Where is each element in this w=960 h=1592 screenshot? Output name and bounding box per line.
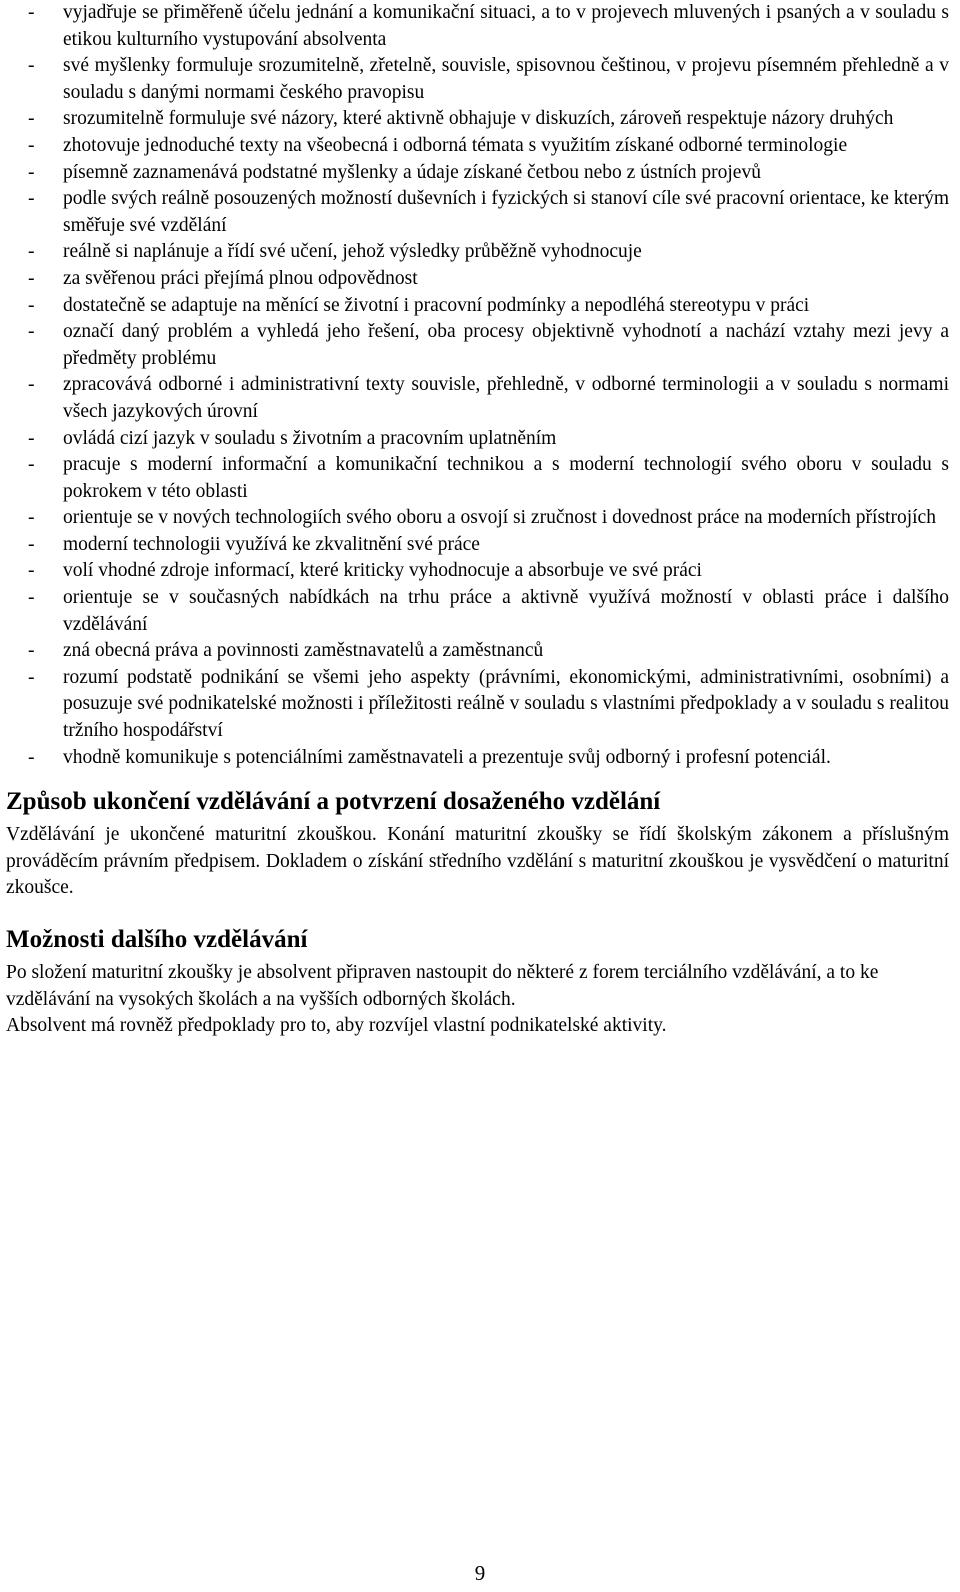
- list-item: [6, 53, 949, 106]
- bullet-dash: -: [28, 640, 35, 662]
- bullet-dash: -: [28, 161, 35, 183]
- bullet-dash: -: [28, 587, 35, 609]
- list-item: [6, 319, 949, 372]
- document-page: [6, 0, 949, 1040]
- list-item-text: za svěřenou práci přejímá plnou odpovědnost: [63, 267, 418, 289]
- list-item: [6, 186, 949, 239]
- list-item: [6, 426, 949, 453]
- list-item-text: označí daný problém a vyhledá jeho řešení, oba procesy objektivně vyhodnotí a nachází vztahy mezi jevy a předměty problému: [63, 321, 949, 369]
- section-heading-ukonceni: Způsob ukončení vzdělávání a potvrzení dosaženého vzdělání: [6, 788, 661, 816]
- list-item: [6, 133, 949, 160]
- bullet-dash: -: [28, 241, 35, 263]
- list-item-text: rozumí podstatě podnikání se všemi jeho aspekty (právními, ekonomickými, administrativními, osobními) a posuzuje své podnikatelské možnosti i příležitosti reálně v souladu s vlastními předpoklady a v souladu s realitou tržního hospodářství: [63, 666, 949, 742]
- list-item: [6, 745, 949, 772]
- list-item: [6, 0, 949, 53]
- list-item-text: zhotovuje jednoduché texty na všeobecná i odborná témata s využitím získané odborné terminologie: [63, 134, 848, 156]
- bullet-dash: -: [28, 560, 35, 582]
- list-item: [6, 532, 949, 559]
- list-item-text: dostatečně se adaptuje na měnící se životní i pracovní podmínky a nepodléhá stereotypu v práci: [63, 294, 810, 316]
- list-item: [6, 372, 949, 425]
- section-text-moznosti-line-1: Po složení maturitní zkoušky je absolvent připraven nastoupit do některé z forem terciálního vzdělávání, a to ke vzdělávání na vysokých školách a na vyšších odborných školách.: [6, 962, 879, 1010]
- list-item-text: podle svých reálně posouzených možností duševních i fyzických si stanoví cíle své pracovní orientace, ke kterým směřuje své vzdělání: [63, 188, 949, 236]
- bullet-dash: -: [28, 55, 35, 77]
- bullet-dash: -: [28, 666, 35, 688]
- bullet-dash: -: [28, 427, 35, 449]
- list-item: [6, 452, 949, 505]
- bullet-dash: -: [28, 533, 35, 555]
- list-item: [6, 293, 949, 320]
- section-text-moznosti: [6, 960, 949, 1040]
- list-item-text: zpracovává odborné i administrativní texty souvisle, přehledně, v odborné terminologii a v souladu s normami všech jazykových úrovní: [63, 374, 949, 422]
- competency-list: [6, 0, 949, 771]
- list-item: [6, 160, 949, 187]
- bullet-dash: -: [28, 374, 35, 396]
- bullet-dash: -: [28, 507, 35, 529]
- bullet-dash: -: [28, 2, 35, 23]
- bullet-dash: -: [28, 267, 35, 289]
- list-item-text: orientuje se v nových technologiích svého oboru a osvojí si zručnost i dovednost práce na moderních přístrojích: [63, 507, 936, 529]
- bullet-dash: -: [28, 294, 35, 316]
- list-item: [6, 638, 949, 665]
- bullet-dash: -: [28, 321, 35, 343]
- bullet-dash: -: [28, 134, 35, 156]
- section-heading-moznosti: Možnosti dalšího vzdělávání: [6, 926, 308, 953]
- list-item-text: reálně si naplánuje a řídí své učení, jehož výsledky průběžně vyhodnocuje: [63, 241, 642, 263]
- section-text-ukonceni: Vzdělávání je ukončené maturitní zkouškou. Konání maturitní zkoušky se řídí školským zákonem a příslušným prováděcím právním předpisem. Dokladem o získání středního vzdělání s maturitní zkouškou je vysvědčení o maturitní zkoušce.: [6, 824, 949, 899]
- page-number: 9: [474, 1561, 486, 1585]
- list-item-text: volí vhodné zdroje informací, které kriticky vyhodnocuje a absorbuje ve své práci: [63, 560, 702, 582]
- list-item-text: pracuje s moderní informační a komunikační technikou a s moderní technologií svého oboru v souladu s pokrokem v této oblasti: [63, 454, 949, 502]
- bullet-dash: -: [28, 454, 35, 476]
- list-item: [6, 665, 949, 745]
- list-item-text: písemně zaznamenává podstatné myšlenky a údaje získané četbou nebo z ústních projevů: [63, 161, 761, 183]
- list-item-text: vhodně komunikuje s potenciálními zaměstnavateli a prezentuje svůj odborný i profesní potenciál.: [63, 746, 831, 768]
- bullet-dash: -: [28, 746, 35, 768]
- bullet-dash: -: [28, 108, 35, 130]
- list-item-text: orientuje se v současných nabídkách na trhu práce a aktivně využívá možností v oblasti práce i dalšího vzdělávání: [63, 587, 949, 635]
- list-item: [6, 239, 949, 266]
- list-item-text: ovládá cizí jazyk v souladu s životním a pracovním uplatněním: [63, 427, 557, 449]
- list-item: [6, 585, 949, 638]
- list-item-text: srozumitelně formuluje své názory, které aktivně obhajuje v diskuzích, zároveň respektuje názory druhých: [63, 108, 894, 130]
- list-item-text: své myšlenky formuluje srozumitelně, zřetelně, souvisle, spisovnou češtinou, v projevu písemném přehledně a v souladu s danými normami českého pravopisu: [63, 55, 949, 103]
- list-item: [6, 558, 949, 585]
- section-text-moznosti-line-2: Absolvent má rovněž předpoklady pro to, aby rozvíjel vlastní podnikatelské aktivity.: [6, 1015, 667, 1037]
- list-item: [6, 106, 949, 133]
- list-item-text: vyjadřuje se přiměřeně účelu jednání a komunikační situaci, a to v projevech mluvených i psaných a v souladu s etikou kulturního vystupování absolventa: [63, 2, 949, 50]
- list-item-text: zná obecná práva a povinnosti zaměstnavatelů a zaměstnanců: [63, 640, 544, 662]
- list-item-text: moderní technologii využívá ke zkvalitnění své práce: [63, 533, 480, 555]
- bullet-dash: -: [28, 188, 35, 210]
- list-item: [6, 266, 949, 293]
- list-item: [6, 505, 949, 532]
